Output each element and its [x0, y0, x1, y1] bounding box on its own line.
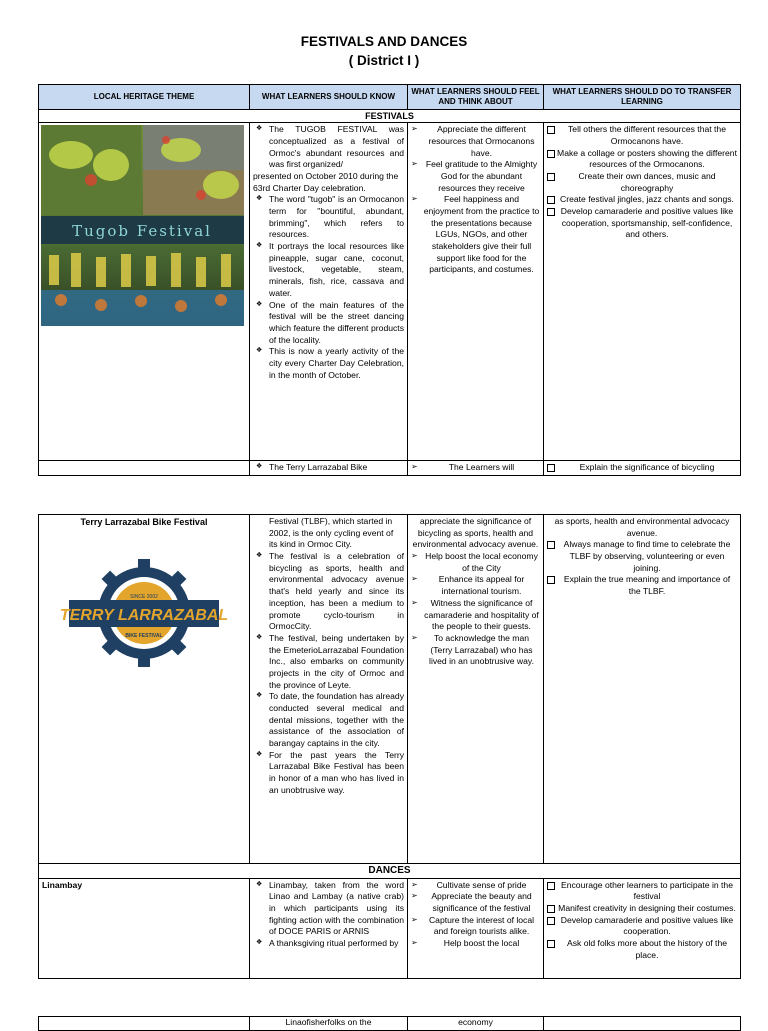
list-item: Ask old folks more about the history of the place. [547, 938, 737, 961]
table-row-tugob [39, 123, 741, 461]
list-item: Create festival jingles, jazz chants and songs. [547, 194, 737, 206]
tugob-do-cell [544, 123, 741, 461]
list-item: ❖ The Terry Larrazabal Bike [253, 462, 404, 474]
table-row-terry [39, 515, 741, 864]
list-item: Manifest creativity in designing their costumes. [547, 903, 737, 915]
list-item: Explain the significance of bicycling [547, 462, 737, 474]
section-festivals: FESTIVALS [39, 110, 741, 123]
tugob-festival-photo [41, 125, 244, 326]
list-item: Explain the true meaning and importance of the TLBF. [547, 574, 737, 597]
heritage-table-page-3 [38, 1016, 741, 1031]
list-item: ❖ This is now a yearly activity of the city every Charter Day Celebration, in the month of October. [253, 346, 404, 381]
table-header-row [39, 85, 741, 110]
column-header-feel: WHAT LEARNERS SHOULD FEEL AND THINK ABOUT [408, 85, 544, 110]
list-item: ❖ The festival, being undertaken by the EmeterioLarrazabal Foundation Inc., also embarks on community projects in the city of Ormoc and the province of Leyte. [253, 633, 404, 691]
tugob-know-cell [250, 123, 408, 461]
list-item: ❖ Linambay, taken from the word Linao and Lambay (a native crab) in which participants using its fighting action with the combination of DOCE PARIS or ARNIS [253, 880, 404, 938]
logo-since: SINCE 2002 [130, 594, 158, 601]
terry-feel-cell [408, 515, 544, 864]
terry-theme-cell [39, 515, 250, 864]
list-item: ➢ Appreciate the beauty and significance of the festival [411, 891, 540, 914]
tugob-photo-caption: Tugob Festival [72, 222, 212, 241]
list-item: ❖ To date, the foundation has already conducted several medical and dental missions, together with the assistance of the association of barangay captains in the city. [253, 691, 404, 749]
list-item: ❖ It portrays the local resources like pineapple, sugar cane, coconut, livestock, vegetable, steam, minerals, fish, rice, cassava and water. [253, 241, 404, 299]
list-item: ➢ Capture the interest of local and foreign tourists alike. [411, 915, 540, 938]
list-item: ➢ Feel gratitude to the Almighty God for the abundant resources they receive [411, 159, 540, 194]
list-item: ➢ The Learners will [411, 462, 540, 474]
list-item: ➢ To acknowledge the man (Terry Larrazabal) who has lived in an unobtrusive way. [411, 633, 540, 668]
column-header-know: WHAT LEARNERS SHOULD KNOW [250, 85, 408, 110]
table-row-linambay [39, 878, 741, 978]
page-title: FESTIVALS AND DANCES [300, 34, 468, 49]
linambay-feel-cell [408, 878, 544, 978]
list-item: ❖ A thanksgiving ritual performed by [253, 938, 404, 950]
list-item: ➢ Help boost the local economy of the City [411, 551, 540, 574]
logo-text: TERRY LARRAZABAL [59, 607, 229, 625]
logo-sub: BIKE FESTIVAL [125, 633, 163, 640]
section-dances: DANCES [39, 864, 741, 879]
list-item: Make a collage or posters showing the different resources of the Ormocanons. [547, 148, 737, 171]
table-row-terry-start [39, 461, 741, 476]
list-item: Develop camaraderie and positive values like cooperation, sportsmanship, self-confidence, and others. [547, 206, 737, 241]
table-row-linambay-cont [39, 1017, 741, 1031]
list-item: appreciate the significance of bicycling as sports, health and environmental advocacy avenue. [412, 516, 539, 550]
list-item: ❖ The word "tugob" is an Ormocanon term for "bountiful, abundant, brimming", which refers to resources. [253, 194, 404, 241]
linambay-do-cell [544, 878, 741, 978]
list-item: ➢ Help boost the local [411, 938, 540, 950]
list-item: Festival (TLBF), which started in 2002, is the only cycling event of its kind in Ormoc City. [269, 516, 394, 550]
list-item: Always manage to find time to celebrate the TLBF by observing, volunteering or even joining. [547, 539, 737, 574]
list-item: ❖ One of the main features of the festival will be the street dancing which feature the different products of the locality. [253, 300, 404, 347]
terry-larrazabal-logo [59, 558, 229, 668]
list-item: ➢ Witness the significance of camaraderie and hospitality of the people to their guests. [411, 598, 540, 633]
list-item: ❖ The TUGOB FESTIVAL was conceptualized as a festival of Ormoc's abundant resources and was first organized/ [253, 124, 404, 171]
linambay-theme-title: Linambay [42, 879, 83, 890]
list-item: Develop camaraderie and positive values like cooperation. [547, 915, 737, 938]
list-item: as sports, health and environmental advocacy avenue. [554, 516, 730, 538]
list-item: presented on October 2010 during the 63rd Charter Day celebration. [253, 170, 399, 193]
terry-do-cell [544, 515, 741, 864]
list-item: economy [458, 1017, 493, 1027]
terry-know-cell [250, 515, 408, 864]
list-item: ❖ For the past years the Terry Larrazabal Bike Festival has been in honor of a man who has lived in an unobtrusive way. [253, 750, 404, 797]
linambay-know-cell [250, 878, 408, 978]
list-item: ➢ Appreciate the different resources that Ormocanons have. [411, 124, 540, 159]
column-header-do: WHAT LEARNERS SHOULD DO TO TRANSFER LEARNING [544, 85, 741, 110]
column-header-theme: LOCAL HERITAGE THEME [39, 85, 250, 110]
terry-theme-title: Terry Larrazabal Bike Festival [80, 517, 208, 527]
tugob-theme-cell [39, 123, 250, 461]
tugob-feel-cell [408, 123, 544, 461]
list-item: ➢ Cultivate sense of pride [411, 880, 540, 892]
list-item: ➢ Feel happiness and enjoyment from the practice to the presentations because LGUs, NGOs, and other stakeholders give their full support like food for the participants, and costumes. [411, 194, 540, 276]
list-item: Encourage other learners to participate in the festival [547, 880, 737, 903]
list-item: ➢ Enhance its appeal for international tourism. [411, 574, 540, 597]
list-item: Tell others the different resources that the Ormocanons have. [547, 124, 737, 147]
list-item: Linaofisherfolks on the [285, 1017, 372, 1027]
heritage-table-page-1 [38, 84, 741, 476]
list-item: ❖ The festival is a celebration of bicycling as sports, health and environmental advocacy avenue that's held yearly and since its inception, has been a medium to promote cyclo-tourism in OrmocCity. [253, 551, 404, 633]
heritage-table-page-2 [38, 514, 741, 979]
list-item: Create their own dances, music and choreography [547, 171, 737, 194]
page-subtitle: ( District I ) [348, 53, 420, 68]
linambay-theme-cell [39, 878, 250, 978]
